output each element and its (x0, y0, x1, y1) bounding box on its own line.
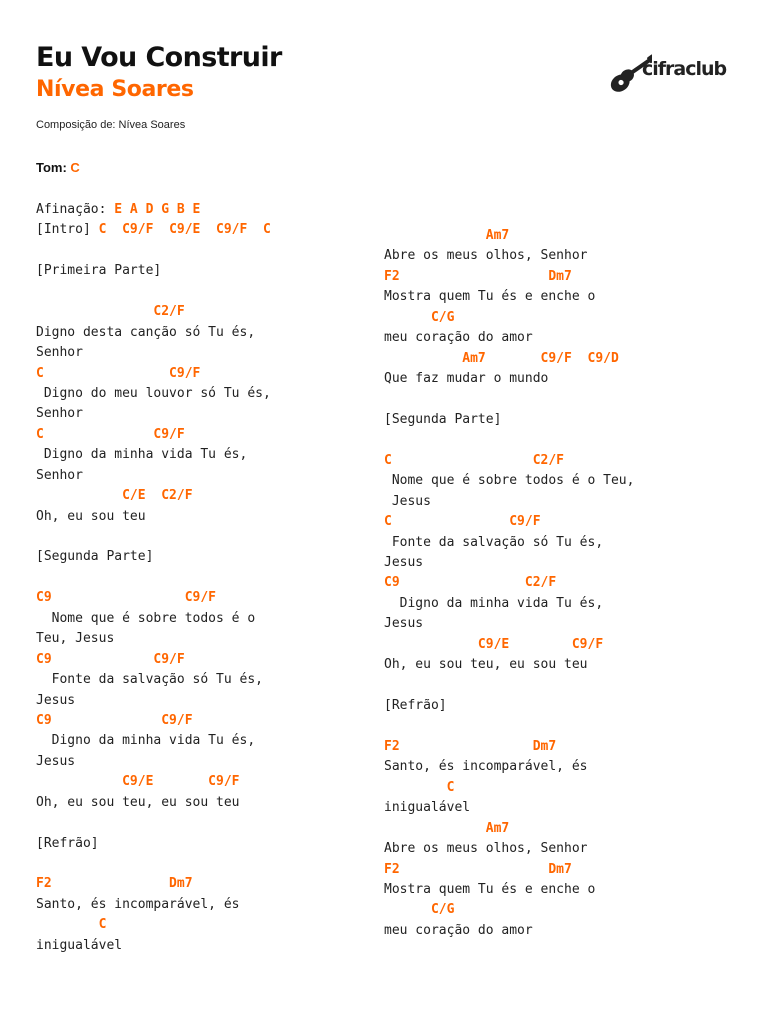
lyric-line: Nome que é sobre todos é o (36, 610, 256, 626)
chord-line[interactable]: Am7 (384, 228, 510, 243)
lyric-line: Senhor (36, 467, 83, 483)
left-column (36, 200, 366, 956)
right-column (384, 226, 744, 941)
chord-line[interactable]: C2/F (36, 304, 185, 320)
lyric-line: [Primeira Parte] (36, 263, 162, 279)
lyric-line: meu coração do amor (384, 922, 533, 938)
tom-label: Tom: (36, 160, 71, 175)
lyric-line: Teu, Jesus (36, 631, 115, 647)
artist-name[interactable]: Nívea Soares (36, 77, 194, 102)
chord-line[interactable]: C (36, 917, 107, 933)
chord-line[interactable]: C9/E C9/F (36, 774, 240, 790)
blank-line (36, 568, 366, 588)
blank-line (384, 717, 744, 737)
song-title: Eu Vou Construir (36, 42, 282, 73)
lyric-line: Mostra quem Tu és e enche o (384, 289, 596, 305)
right-lyrics (384, 226, 744, 941)
blank-line (384, 430, 744, 450)
lyric-line: Digno do meu louvor só Tu és, (36, 385, 271, 401)
lyric-line: Jesus (384, 493, 431, 509)
lyric-line: Que faz mudar o mundo (384, 371, 549, 387)
chord-line[interactable]: C C9/F (36, 365, 201, 381)
lyric-line: Digno desta canção só Tu és, (36, 324, 256, 340)
lyric-line: Senhor (36, 345, 83, 361)
intro-chords[interactable]: C C9/F C9/E C9/F C (98, 222, 271, 238)
lyric-line: Fonte da salvação só Tu és, (36, 672, 263, 688)
chord-line[interactable]: C (384, 779, 455, 795)
lyric-line: Digno da minha vida Tu és, (384, 595, 604, 611)
intro-label: [Intro] (36, 222, 99, 238)
lyric-line: Abre os meus olhos, Senhor (384, 841, 588, 857)
lyric-line: inigualável (384, 800, 471, 816)
chord-line[interactable]: F2 Dm7 (36, 876, 193, 892)
intro-line (36, 220, 366, 240)
tuning-label: Afinação: (36, 202, 115, 217)
blank-line (36, 813, 366, 833)
lyric-line: Fonte da salvação só Tu és, (384, 534, 604, 550)
blank-line (36, 282, 366, 302)
chord-line[interactable]: C/G (384, 309, 455, 325)
chord-line[interactable]: C9 C9/F (36, 651, 185, 667)
lyric-line: Digno da minha vida Tu és, (36, 733, 256, 749)
chord-line[interactable]: C C2/F (384, 452, 565, 468)
cifraclub-logo[interactable] (604, 46, 727, 96)
lyric-line: Jesus (384, 555, 424, 570)
lyric-line: Digno da minha vida Tu és, (36, 447, 248, 463)
chord-line[interactable]: F2 Dm7 (384, 268, 572, 284)
chord-line[interactable]: Am7 C9/F C9/D (384, 350, 619, 366)
chord-line[interactable]: C C9/F (384, 514, 541, 530)
lyric-line: Santo, és incomparável, és (36, 896, 240, 912)
chord-line[interactable]: F2 Dm7 (384, 738, 557, 754)
chord-line[interactable]: C9 C9/F (36, 590, 217, 606)
chord-line[interactable]: C/E C2/F (36, 488, 193, 504)
tom-key[interactable]: C (70, 160, 80, 175)
blank-line (384, 676, 744, 696)
blank-line (36, 527, 366, 547)
chord-line[interactable]: C C9/F (36, 426, 185, 442)
lyric-line: [Segunda Parte] (36, 549, 154, 565)
lyric-line: [Refrão] (384, 698, 447, 714)
logo-text: cifraclub (642, 58, 727, 80)
chord-line[interactable]: C9 C2/F (384, 575, 557, 591)
chord-line[interactable]: C9 C9/F (36, 712, 193, 728)
blank-line (384, 390, 744, 410)
chord-line[interactable]: Am7 (384, 820, 510, 836)
left-lyrics (36, 241, 366, 956)
lyric-line: meu coração do amor (384, 330, 533, 346)
lyric-line: [Refrão] (36, 835, 99, 851)
chord-line[interactable]: C/G (384, 902, 455, 918)
lyric-line: Jesus (36, 692, 76, 708)
lyric-line: Oh, eu sou teu, eu sou teu (384, 657, 588, 673)
composer-credit: Composição de: Nívea Soares (36, 119, 186, 131)
lyric-line: Oh, eu sou teu, eu sou teu (36, 794, 240, 810)
song-key (36, 160, 80, 175)
lyric-line: [Segunda Parte] (384, 411, 502, 427)
lyric-line: Nome que é sobre todos é o Teu, (384, 473, 635, 489)
lyric-line: Jesus (384, 616, 424, 632)
lyric-line: Oh, eu sou teu (36, 508, 146, 524)
lyric-line: Abre os meus olhos, Senhor (384, 248, 588, 264)
chord-line[interactable]: C9/E C9/F (384, 636, 604, 652)
lyric-line: Jesus (36, 753, 76, 769)
lyric-line: Senhor (36, 406, 83, 422)
tuning-value[interactable]: E A D G B E (114, 202, 201, 217)
tuning-line (36, 200, 366, 220)
blank-line (36, 241, 366, 261)
lyric-line: Santo, és incomparável, és (384, 759, 588, 775)
lyric-line: Mostra quem Tu és e enche o (384, 882, 596, 897)
lyric-line: inigualável (36, 937, 123, 953)
chord-line[interactable]: F2 Dm7 (384, 861, 572, 877)
blank-line (36, 854, 366, 874)
